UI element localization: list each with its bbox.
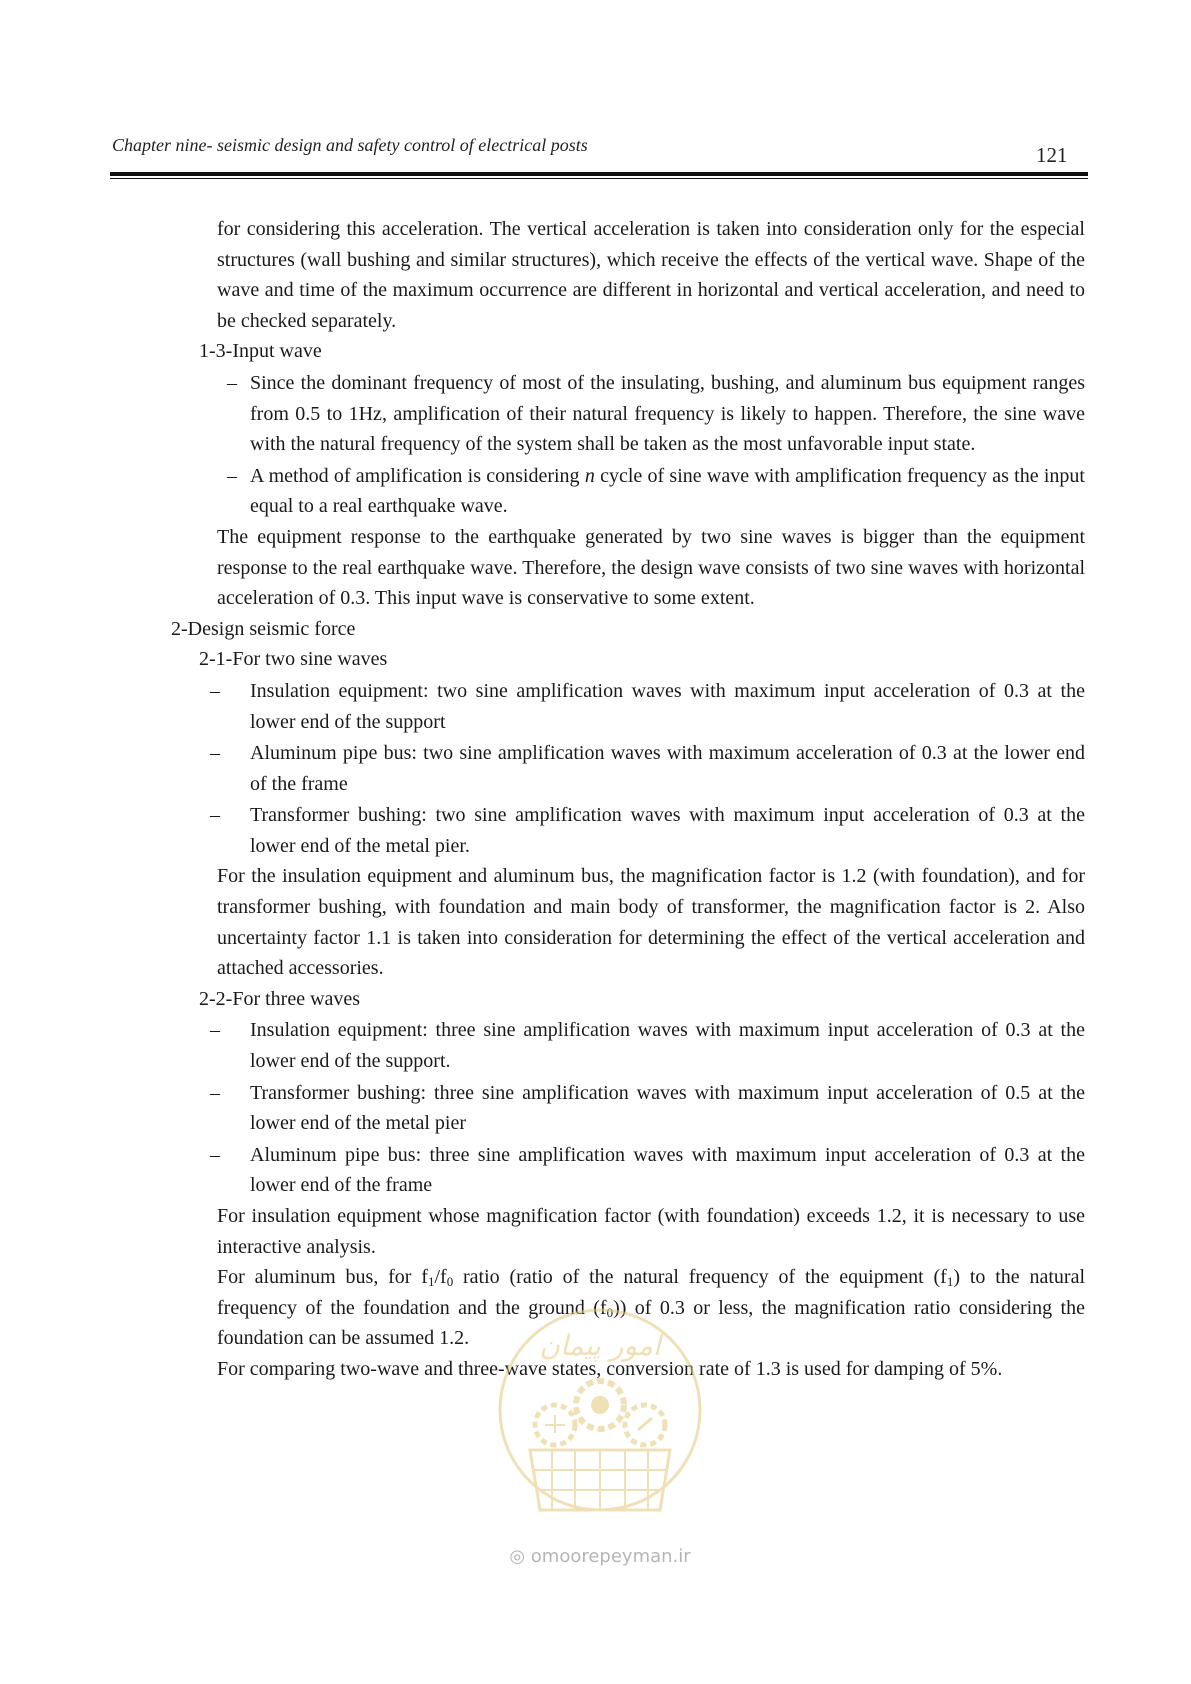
dash-bullet: – — [227, 464, 237, 487]
section-heading-2-1: 2-1-For two sine waves — [199, 648, 388, 671]
interactive-analysis-paragraph: For insulation equipment whose magnification factor (with foundation) exceeds 1.2, it is necessary to use interactive analysis. — [217, 1205, 1085, 1258]
list-item — [0, 368, 1085, 460]
list-item — [0, 800, 1085, 861]
section-heading-2: 2-Design seismic force — [171, 617, 356, 640]
dash-bullet: – — [210, 804, 220, 827]
dash-bullet: – — [210, 679, 220, 702]
dash-bullet: – — [210, 1019, 220, 1042]
list-item — [0, 461, 1085, 522]
conversion-rate-paragraph: For comparing two-wave and three-wave states, conversion rate of 1.3 is used for damping of 5%. — [217, 1357, 1003, 1380]
list-item-text: Transformer bushing: three sine amplification waves with maximum input acceleration of 0.5 at the lower end of the metal pier — [250, 1081, 1085, 1135]
page-body — [0, 214, 1191, 1385]
aluminum-bus-paragraph: For aluminum bus, for $f_1/f_0$ ratio (ratio of the natural frequency of the equipment $(f_1)$ to the natural frequency of the foundation and the ground $(f_0)$) of 0.3 or less, the magnification ratio considering the foundation can be assumed 1.2. — [217, 1266, 1086, 1350]
list-item-text: Insulation equipment: two sine amplification waves with maximum input acceleration of 0.3 at the lower end of the support — [250, 679, 1085, 733]
list-item-text: Insulation equipment: three sine amplification waves with maximum input acceleration of 0.3 at the lower end of the support. — [250, 1019, 1085, 1073]
chapter-title: Chapter nine- seismic design and safety control of electrical posts — [112, 135, 588, 155]
section-heading-2-2: 2-2-For three waves — [199, 987, 361, 1010]
watermark-site-text: ◎ omoorepeyman.ir — [509, 1546, 691, 1567]
list-item-text: Transformer bushing: two sine amplification waves with maximum input acceleration of 0.3 at the lower end of the metal pier. — [250, 804, 1085, 857]
intro-paragraph: for considering this acceleration. The vertical acceleration is taken into consideration only for the especial structures (wall bushing and similar structures), which receive the effects of the vertical wave. Shape of the wave and time of the maximum occurrence are different in horizontal and vertical acceleration, and need to be checked separately. — [217, 218, 1085, 332]
watermark-logo-icon — [490, 1300, 710, 1540]
dash-bullet: – — [210, 742, 220, 765]
dash-bullet: – — [210, 1143, 220, 1166]
list-item — [0, 738, 1085, 799]
list-item-text: Aluminum pipe bus: two sine amplification waves with maximum acceleration of 0.3 at the lower end of the frame — [250, 742, 1085, 795]
list-item — [0, 1140, 1085, 1201]
list-item — [0, 676, 1085, 737]
header-rule-thin — [110, 178, 1088, 179]
dash-bullet: – — [227, 371, 237, 394]
page-number: 121 — [1036, 143, 1068, 167]
list-item — [0, 1078, 1085, 1139]
header-rule-thick — [110, 172, 1088, 176]
section-heading-1-3: 1-3-Input wave — [199, 340, 322, 363]
watermark-logo-lettering: امور پیمان — [539, 1329, 661, 1362]
list-item — [0, 1015, 1085, 1076]
list-item-text: Aluminum pipe bus: three sine amplification waves with maximum input acceleration of 0.3 at the lower end of the frame — [250, 1143, 1085, 1197]
list-item-text: Since the dominant frequency of most of the insulating, bushing, and aluminum bus equipment ranges from 0.5 to 1Hz, amplification of their natural frequency is likely to happen. Therefore, the sine wave with the natural frequency of the system shall be taken as the most unfavorable input state. — [250, 371, 1085, 456]
two-sine-paragraph: The equipment response to the earthquake generated by two sine waves is bigger than the equipment response to the real earthquake wave. Therefore, the design wave consists of two sine waves with horizontal acceleration of 0.3. This input wave is conservative to some extent. — [217, 525, 1085, 610]
dash-bullet: – — [210, 1081, 220, 1104]
magnification-paragraph: For the insulation equipment and aluminum bus, the magnification factor is 1.2 (with foundation), and for transformer bushing, with foundation and main body of transformer, the magnification factor is 2. Also uncertainty factor 1.1 is taken into consideration for determining the effect of the vertical acceleration and attached accessories. — [217, 865, 1085, 980]
list-item-text: A method of amplification is considering n cycle of sine wave with amplification frequency as the input equal to a real earthquake wave. — [250, 464, 1085, 518]
